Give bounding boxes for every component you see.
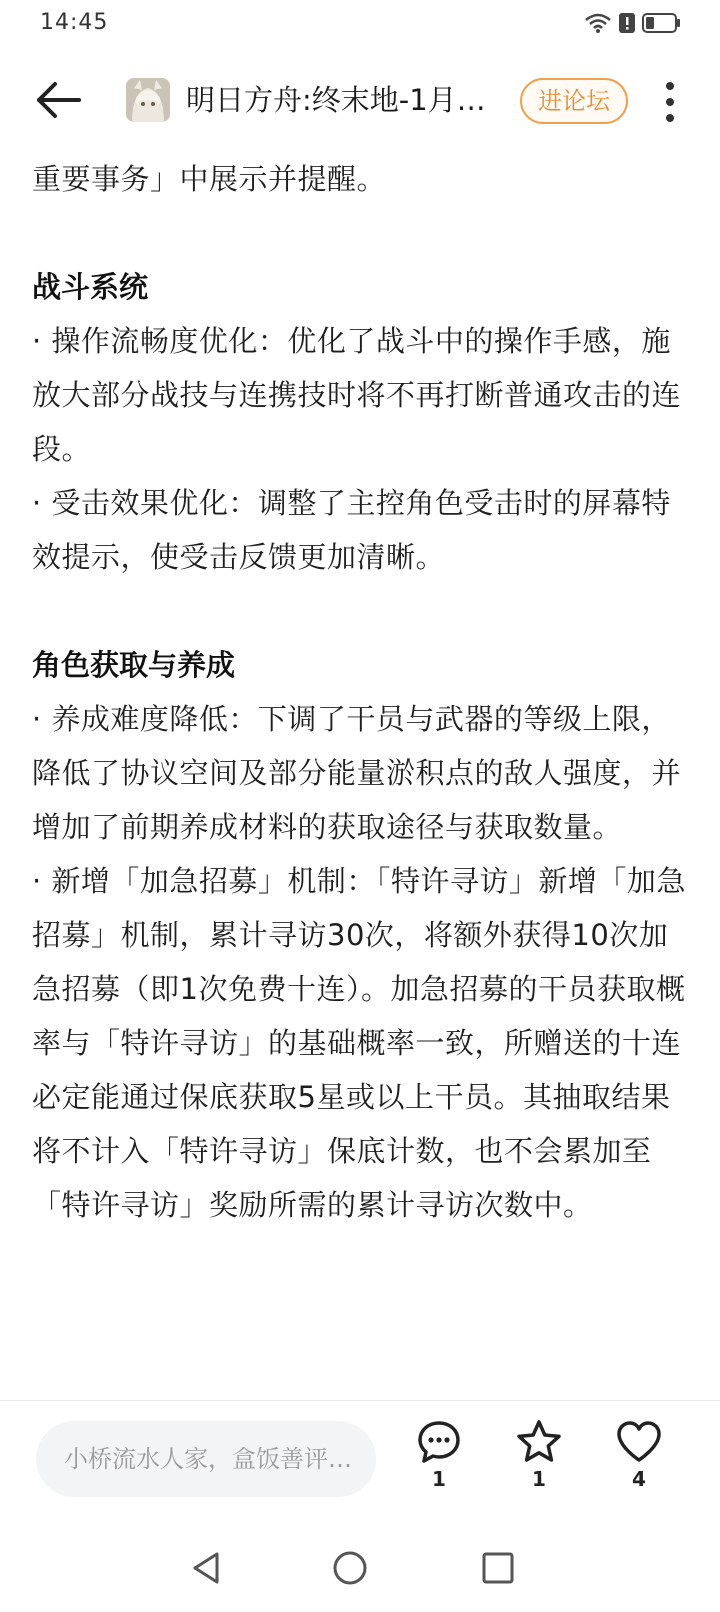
status-bar <box>0 0 720 48</box>
bullet-item: · 操作流畅度优化：优化了战斗中的操作手感，施放大部分战技与连携技时将不再打断普通攻击的连段。 <box>32 324 682 466</box>
nav-recents-button[interactable] <box>470 1540 526 1596</box>
status-time: 14:45 <box>40 10 109 35</box>
favorite-count: 1 <box>532 1467 546 1491</box>
game-avatar[interactable] <box>126 78 170 122</box>
section-title-combat: 战斗系统 <box>32 270 149 304</box>
more-vertical-icon-dot <box>666 98 674 106</box>
enter-forum-button[interactable]: 进论坛 <box>520 78 628 124</box>
page-title: 明日方舟:终末地-1月… <box>186 83 486 117</box>
comment-button[interactable] <box>404 1419 474 1511</box>
back-button[interactable] <box>28 74 88 126</box>
paragraph-gap <box>32 206 688 260</box>
game-avatar-image <box>126 78 170 122</box>
bullet-item: · 养成难度降低：下调了干员与武器的等级上限，降低了协议空间及部分能量淤积点的敌人强度，并增加了前期养成材料的获取途径与获取数量。 <box>32 702 682 844</box>
more-options-button[interactable] <box>652 72 688 132</box>
more-vertical-icon-dot <box>666 114 674 122</box>
bullet-item: · 受击效果优化：调整了主控角色受击时的屏幕特效提示，使受击反馈更加清晰。 <box>32 486 671 574</box>
article-content <box>32 152 688 1400</box>
circle-home-icon <box>332 1550 368 1586</box>
triangle-back-icon <box>190 1550 222 1586</box>
like-button[interactable] <box>604 1419 674 1511</box>
battery-icon <box>642 12 682 34</box>
status-icons <box>584 12 682 34</box>
like-count: 4 <box>632 1467 646 1491</box>
favorite-button[interactable] <box>504 1419 574 1511</box>
heart-icon <box>615 1419 663 1465</box>
top-app-bar <box>0 48 720 152</box>
paragraph-gap <box>32 584 688 638</box>
nav-back-button[interactable] <box>178 1540 234 1596</box>
section-title-character: 角色获取与养成 <box>32 648 236 682</box>
system-nav-bar <box>0 1520 720 1612</box>
square-recents-icon <box>481 1551 515 1585</box>
alert-icon <box>618 12 636 34</box>
bullet-item: · 新增「加急招募」机制：「特许寻访」新增「加急招募」机制，累计寻访30次，将额外获得10次加急招募（即1次免费十连）。加急招募的干员获取概率与「特许寻访」的基础概率一致，所赠送的十连必定能通过保底获取5星或以上干员。其抽取结果将不计入「特许寻访」保底计数，也不会累加至「特许寻访」奖励所需的累计寻访次数中。 <box>32 864 686 1222</box>
more-vertical-icon-dot <box>666 82 674 90</box>
comment-count: 1 <box>432 1467 446 1491</box>
arrow-left-icon <box>33 80 83 120</box>
comment-icon <box>416 1419 462 1465</box>
wifi-icon <box>584 12 612 34</box>
comment-input[interactable]: 小桥流水人家，盒饭善评… <box>36 1421 376 1497</box>
star-icon <box>515 1419 563 1465</box>
article-paragraph: 重要事务」中展示并提醒。 <box>32 162 387 196</box>
nav-home-button[interactable] <box>322 1540 378 1596</box>
bottom-action-bar <box>0 1400 720 1520</box>
